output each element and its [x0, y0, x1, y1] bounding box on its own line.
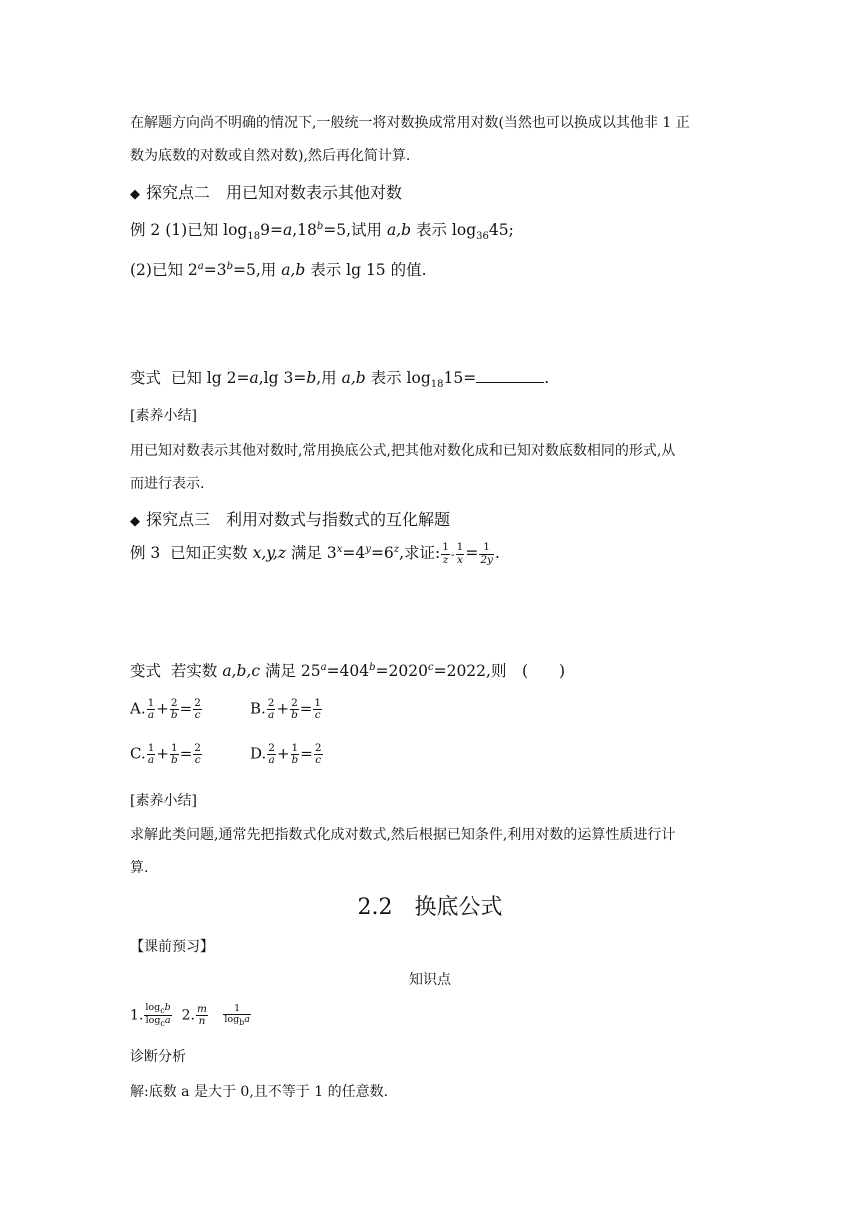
diamond-bullet-icon: ◆ — [130, 187, 140, 202]
section-heading-3 — [130, 507, 450, 530]
answers-line: 1. $\frac{\log_cb}{\log_ca}$ 2. $\frac{m}{n}$ $\frac{1}{\log_ba}$ — [130, 1002, 250, 1029]
preview-label: 【课前预习】 — [130, 939, 214, 955]
example-2-part-1: 例 2 (1)已知 $\log_{18}9=a,18^b=5$,试用 a,b 表示 $\log_{36}45$; — [130, 220, 514, 243]
knowledge-label: 知识点 — [409, 972, 451, 988]
fraction: $\frac{1}{2y}$ — [480, 541, 493, 566]
summary-2-line-1: 求解此类问题,通常先把指数式化成对数式,然后根据已知条件,利用对数的运算性质进行计 — [130, 827, 676, 843]
section-title: 探究点二 用已知对数表示其他对数 — [146, 183, 403, 202]
variant-3: 变式 若实数 a,b,c 满足 $25^a=404^b=2020^c=2022$,则 ( ) — [130, 661, 566, 680]
example-2-part-2: (2)已知 $2^a=3^b=5$,用 a,b 表示 lg 15 的值. — [130, 260, 427, 279]
summary-2-line-2: 算. — [130, 860, 149, 876]
fraction: $\frac{1}{x}$ — [456, 541, 464, 566]
fraction: $\frac{\log_cb}{\log_ca}$ — [145, 1002, 171, 1029]
intro-line-1: 在解题方向尚不明确的情况下,一般统一将对数换成常用对数(当然也可以换成以其他非 1 正 — [130, 115, 690, 131]
diamond-bullet-icon: ◆ — [130, 514, 140, 529]
summary-title-1: [素养小结] — [130, 408, 197, 424]
diagnosis-label: 诊断分析 — [130, 1049, 186, 1065]
option-b[interactable]: B. $\frac{2}{a}$ + $\frac{2}{b}$ = $\frac{1}{c}$ — [250, 697, 322, 722]
option-d[interactable]: D. $\frac{2}{a}$ + $\frac{1}{b}$ = $\frac{2}{c}$ — [250, 742, 322, 767]
option-a[interactable]: A. $\frac{1}{a}$ + $\frac{2}{b}$ = $\frac{2}{c}$ — [130, 697, 201, 722]
summary-1-line-2: 而进行表示. — [130, 476, 205, 492]
example-3: 例 3 已知正实数 x,y,z 满足 $3^x=4^y=6^z$,求证: $\frac{1}{z}$ - $\frac{1}{x}$ = $\frac{1}{2y}$ . — [130, 541, 500, 566]
fraction: $\frac{m}{n}$ — [197, 1003, 207, 1028]
summary-title-2: [素养小结] — [130, 793, 197, 809]
summary-1-line-1: 用已知对数表示其他对数时,常用换底公式,把其他对数化成和已知对数底数相同的形式,从 — [130, 443, 676, 459]
solution-text: 解:底数 a 是大于 0,且不等于 1 的任意数. — [130, 1084, 389, 1100]
variant-2: 变式 已知 lg 2=a,lg 3=b,用 a,b 表示 $\log_{18}15=$ . — [130, 369, 550, 391]
fraction: $\frac{1}{z}$ — [442, 541, 449, 566]
intro-line-2: 数为底数的对数或自然对数),然后再化简计算. — [130, 148, 411, 164]
page-title: 2.2 换底公式 — [357, 895, 503, 920]
answer-blank — [476, 368, 544, 383]
section-title: 探究点三 利用对数式与指数式的互化解题 — [146, 510, 451, 529]
fraction: $\frac{1}{\log_ba}$ — [224, 1003, 250, 1027]
section-heading-2 — [130, 180, 402, 203]
option-c[interactable]: C. $\frac{1}{a}$ + $\frac{1}{b}$ = $\frac{2}{c}$ — [130, 742, 201, 767]
